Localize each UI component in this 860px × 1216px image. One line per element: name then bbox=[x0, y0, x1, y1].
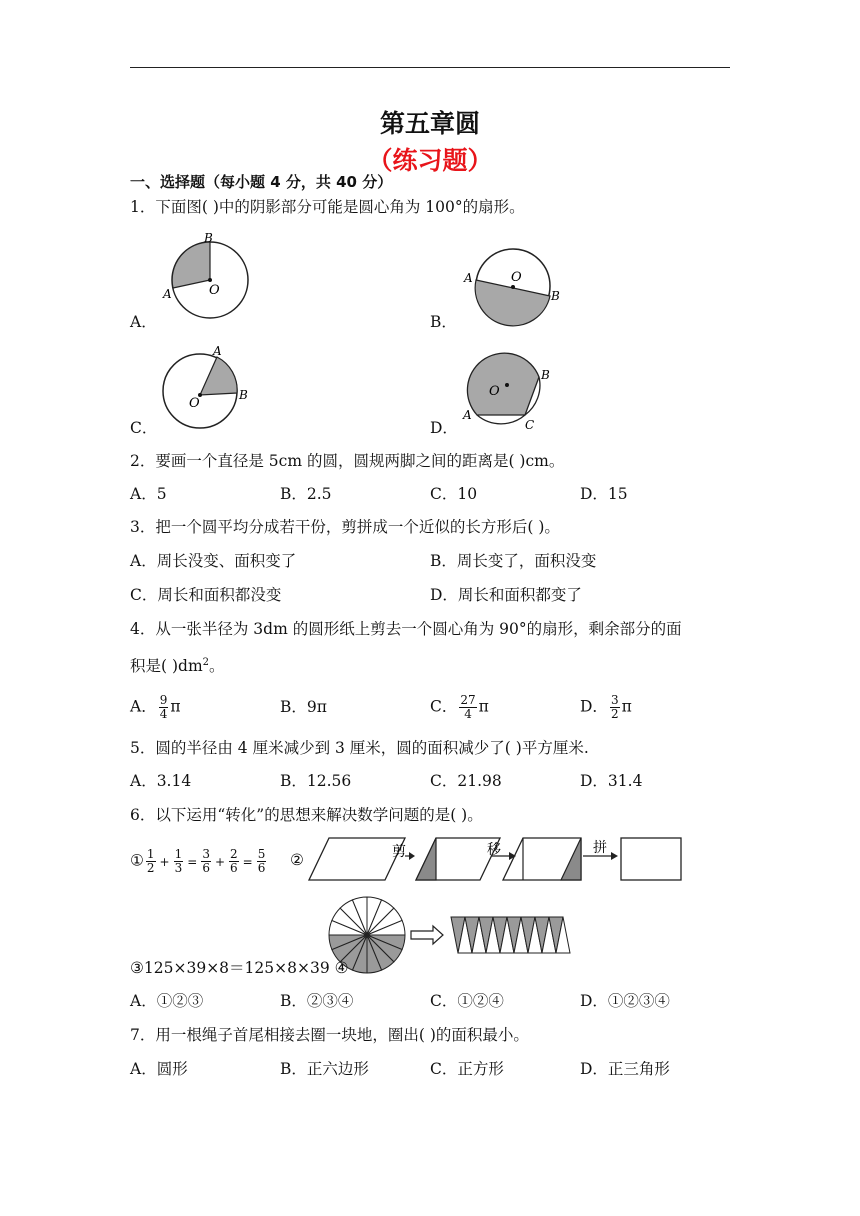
q1-option-b: B． bbox=[430, 313, 457, 331]
q2-option-b: B．2.5 bbox=[280, 485, 332, 503]
q6-circle-to-rectangle-diagram bbox=[325, 895, 575, 977]
q3-option-a: A．周长没变、面积变了 bbox=[130, 552, 297, 570]
page-subtitle: （练习题） bbox=[367, 146, 493, 175]
question-1-text: 1．下面图( )中的阴影部分可能是圆心角为 100°的扇形。 bbox=[130, 198, 525, 216]
q7-option-b: B．正六边形 bbox=[280, 1060, 369, 1078]
q7-option-a: A．圆形 bbox=[130, 1060, 188, 1078]
q4-option-b: B．9π bbox=[280, 698, 327, 716]
q1b-label-o: O bbox=[511, 270, 522, 285]
arrow-label-cut: 剪 bbox=[392, 844, 406, 860]
q1c-label-o: O bbox=[189, 396, 200, 411]
question-4-text-line1: 4．从一张半径为 3dm 的圆形纸上剪去一个圆心角为 90°的扇形，剩余部分的面 bbox=[130, 620, 682, 638]
q6-option-b: B．②③④ bbox=[280, 992, 354, 1010]
q1-figure-c bbox=[155, 343, 265, 438]
q7-option-d: D．正三角形 bbox=[580, 1060, 670, 1078]
q6-items-3-4: ③125×39×8＝125×8×39 ④ bbox=[130, 959, 349, 977]
question-7-text: 7．用一根绳子首尾相接去圈一块地，圈出( )的面积最小。 bbox=[130, 1026, 529, 1044]
q1d-label-c: C bbox=[525, 418, 535, 432]
q2-option-a: A．5 bbox=[130, 485, 167, 503]
q1d-label-o: O bbox=[489, 384, 500, 399]
q4-option-a: A． $\frac{9}{4}$ π bbox=[130, 693, 181, 721]
q5-option-b: B．12.56 bbox=[280, 772, 352, 790]
q6-item-1: ① $\frac{1}{2}$ + $\frac{1}{3}$ = $\frac{3}{6}$ + $\frac{2}{6}$ = $\frac{5}{6}$ bbox=[130, 847, 266, 875]
q1-figure-d bbox=[455, 343, 565, 438]
q1c-label-a: A bbox=[213, 344, 222, 358]
question-4-text-line2: 积是( )$dm^2$。 bbox=[130, 657, 225, 676]
fraction: $\frac{2}{6}$ bbox=[230, 847, 238, 875]
arrow-label-join: 拼 bbox=[593, 840, 607, 856]
q7-option-c: C．正方形 bbox=[430, 1060, 504, 1078]
q4-option-d: D． $\frac{3}{2}$ π bbox=[580, 693, 632, 721]
operator: + bbox=[159, 854, 170, 869]
question-5-text: 5．圆的半径由 4 厘米减少到 3 厘米，圆的面积减少了( )平方厘米. bbox=[130, 739, 589, 757]
q1-figure-b bbox=[455, 240, 575, 330]
operator: + bbox=[214, 854, 226, 869]
q1a-label-a: A bbox=[163, 287, 172, 301]
q6-parallelogram-diagram bbox=[305, 834, 695, 886]
question-6-text: 6．以下运用“转化”的思想来解决数学问题的是( )。 bbox=[130, 806, 483, 824]
q1-option-a: A． bbox=[130, 313, 157, 331]
q5-option-c: C．21.98 bbox=[430, 772, 502, 790]
question-2-text: 2．要画一个直径是 5cm 的圆，圆规两脚之间的距离是( )cm。 bbox=[130, 452, 565, 470]
fraction: $\frac{5}{6}$ bbox=[257, 847, 266, 875]
operator: = bbox=[187, 854, 198, 869]
section-heading: 一、选择题（每小题 4 分，共 40 分） bbox=[130, 173, 393, 191]
q5-option-a: A．3.14 bbox=[130, 772, 192, 790]
q6-option-c: C．①②④ bbox=[430, 992, 504, 1010]
q6-option-d: D．①②③④ bbox=[580, 992, 670, 1010]
arrow-label-move: 移 bbox=[487, 842, 501, 858]
operator: = bbox=[242, 854, 253, 869]
fraction: $\frac{3}{6}$ bbox=[202, 847, 210, 875]
q1b-label-b: B bbox=[551, 289, 560, 303]
q3-option-d: D．周长和面积都变了 bbox=[430, 586, 582, 604]
q5-option-d: D．31.4 bbox=[580, 772, 643, 790]
fraction: $\frac{1}{2}$ bbox=[146, 847, 155, 875]
q2-option-d: D．15 bbox=[580, 485, 628, 503]
q1d-label-a: A bbox=[463, 408, 472, 422]
q4-option-c: C． $\frac{27}{4}$ π bbox=[430, 693, 489, 721]
q1a-label-b: B bbox=[204, 231, 213, 245]
q1-figure-a bbox=[155, 228, 265, 328]
q6-item-2-mark: ② bbox=[290, 851, 304, 869]
q1b-label-a: A bbox=[464, 271, 473, 285]
header-rule bbox=[130, 67, 730, 68]
q2-option-c: C．10 bbox=[430, 485, 478, 503]
question-3-text: 3．把一个圆平均分成若干份，剪拼成一个近似的长方形后( )。 bbox=[130, 518, 560, 536]
q1d-label-b: B bbox=[541, 368, 550, 382]
q3-option-c: C．周长和面积都没变 bbox=[130, 586, 282, 604]
q1-option-c: C． bbox=[130, 419, 158, 437]
q1-option-d: D． bbox=[430, 419, 458, 437]
page-title: 第五章圆 bbox=[379, 109, 480, 138]
q1a-label-o: O bbox=[209, 283, 220, 298]
q6-option-a: A．①②③ bbox=[130, 992, 204, 1010]
fraction: $\frac{1}{3}$ bbox=[174, 847, 183, 875]
q3-option-b: B．周长变了，面积没变 bbox=[430, 552, 597, 570]
q1c-label-b: B bbox=[239, 388, 248, 402]
